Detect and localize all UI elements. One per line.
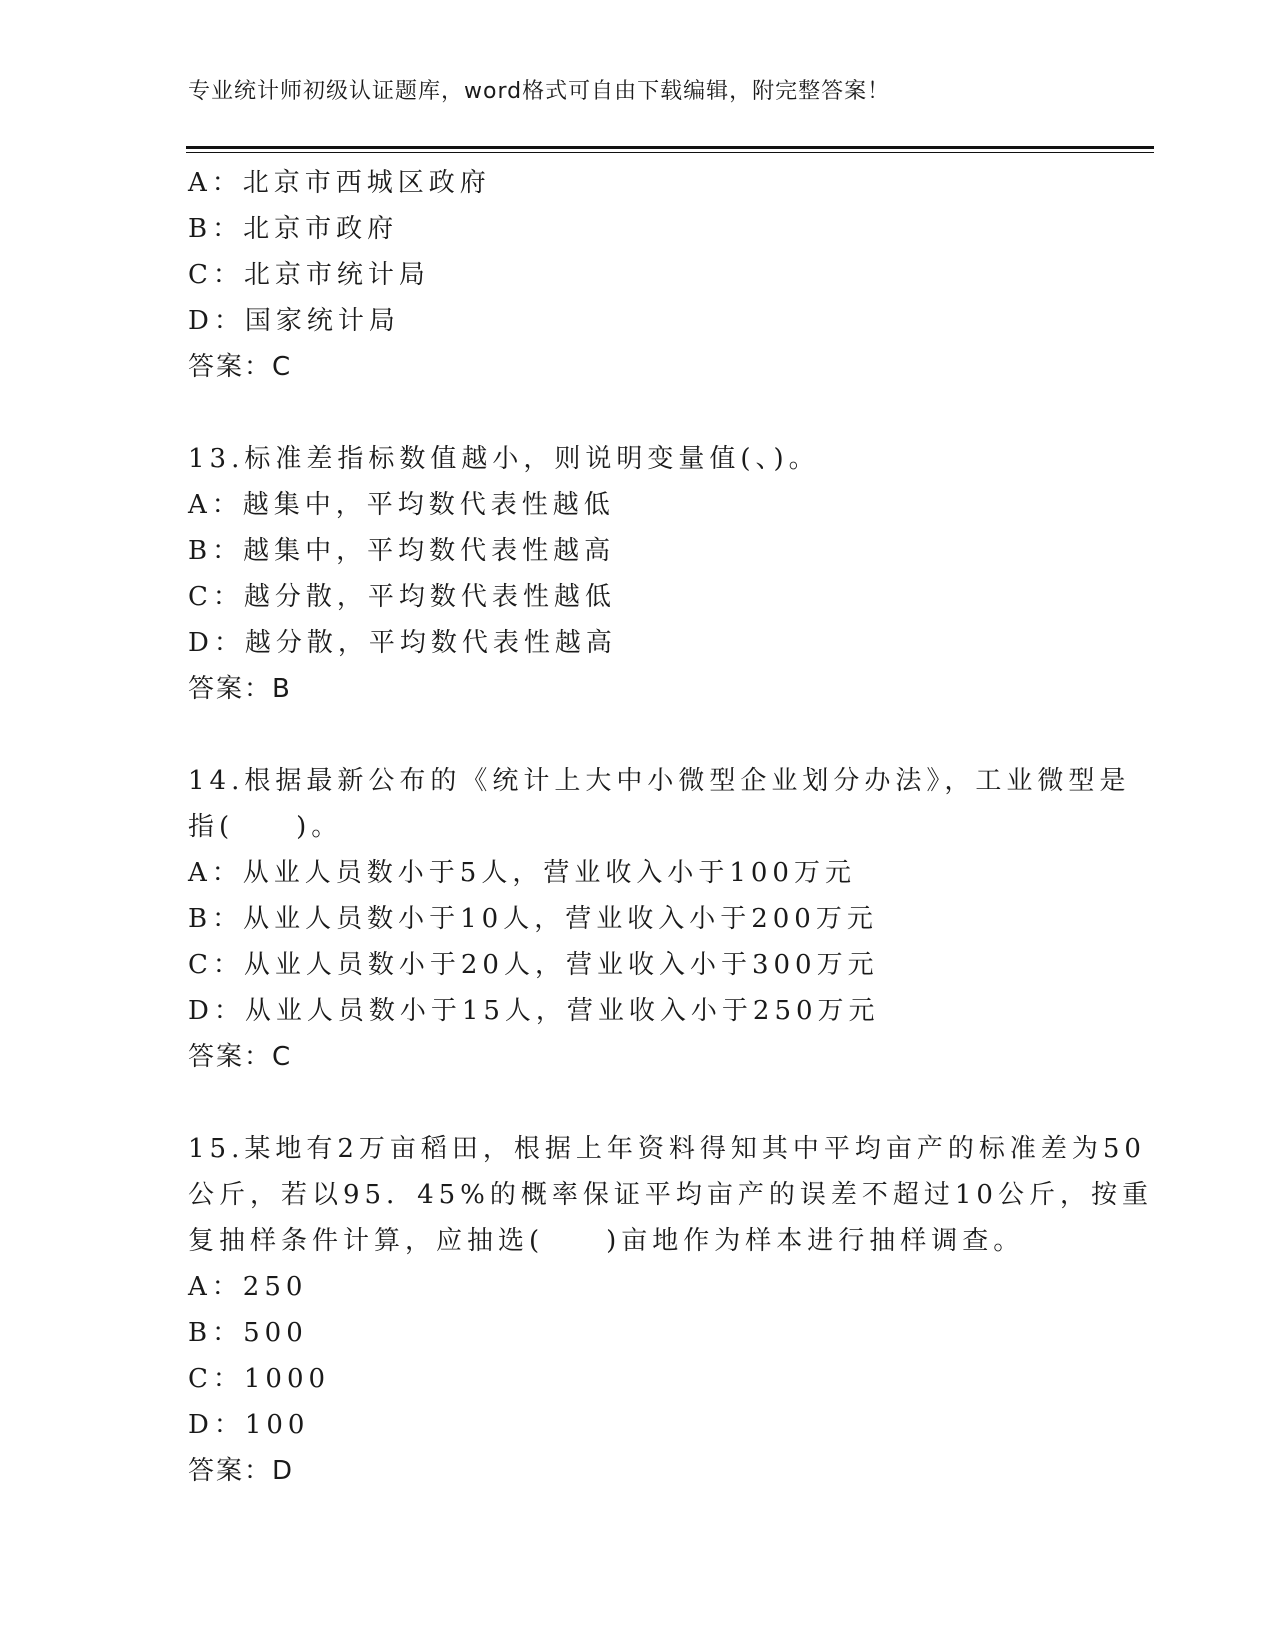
option-b: B：500: [188, 1318, 308, 1348]
question-13: [188, 436, 1088, 712]
option-d: D：100: [188, 1410, 310, 1440]
question-stem-line-2: 指( )。: [188, 812, 343, 842]
answer: 答案：C: [188, 352, 293, 382]
question-15: [188, 1126, 1153, 1494]
option-c: C：1000: [188, 1364, 331, 1394]
answer: 答案：D: [188, 1456, 295, 1486]
header-rule-thick: [186, 146, 1154, 149]
question-stem-line-1: 14.根据最新公布的《统计上大中小微型企业划分办法》，工业微型是: [188, 766, 1131, 796]
option-a: A：越集中，平均数代表性越低: [188, 490, 615, 520]
option-c: C：北京市统计局: [188, 260, 430, 290]
option-b: B：越集中，平均数代表性越高: [188, 536, 616, 566]
option-b: B：从业人员数小于10人，营业收入小于200万元: [188, 904, 878, 934]
option-a: A：北京市西城区政府: [188, 168, 491, 198]
header-rule-thin: [186, 152, 1154, 153]
question-stem-line-3: 复抽样条件计算，应抽选( )亩地作为样本进行抽样调查。: [188, 1226, 1025, 1256]
option-c: C：从业人员数小于20人，营业收入小于300万元: [188, 950, 879, 980]
option-a: A：从业人员数小于5人，营业收入小于100万元: [188, 858, 856, 888]
question-stem: 13.标准差指标数值越小，则说明变量值(、)。: [188, 444, 820, 474]
question-12: [188, 160, 1088, 390]
option-d: D：从业人员数小于15人，营业收入小于250万元: [188, 996, 880, 1026]
question-14: [188, 758, 1131, 1080]
option-d: D：越分散，平均数代表性越高: [188, 628, 617, 658]
answer: 答案：B: [188, 674, 292, 704]
page-header: 专业统计师初级认证题库，word格式可自由下载编辑，附完整答案！: [188, 79, 891, 104]
option-d: D：国家统计局: [188, 306, 400, 336]
question-content: [188, 160, 1153, 1494]
option-a: A：250: [188, 1272, 308, 1302]
question-stem-line-1: 15.某地有2万亩稻田，根据上年资料得知其中平均亩产的标准差为50: [188, 1134, 1146, 1164]
answer: 答案：C: [188, 1042, 293, 1072]
option-b: B：北京市政府: [188, 214, 399, 244]
question-stem-line-2: 公斤，若以95．45%的概率保证平均亩产的误差不超过10公斤，按重: [188, 1180, 1153, 1210]
option-c: C：越分散，平均数代表性越低: [188, 582, 616, 612]
